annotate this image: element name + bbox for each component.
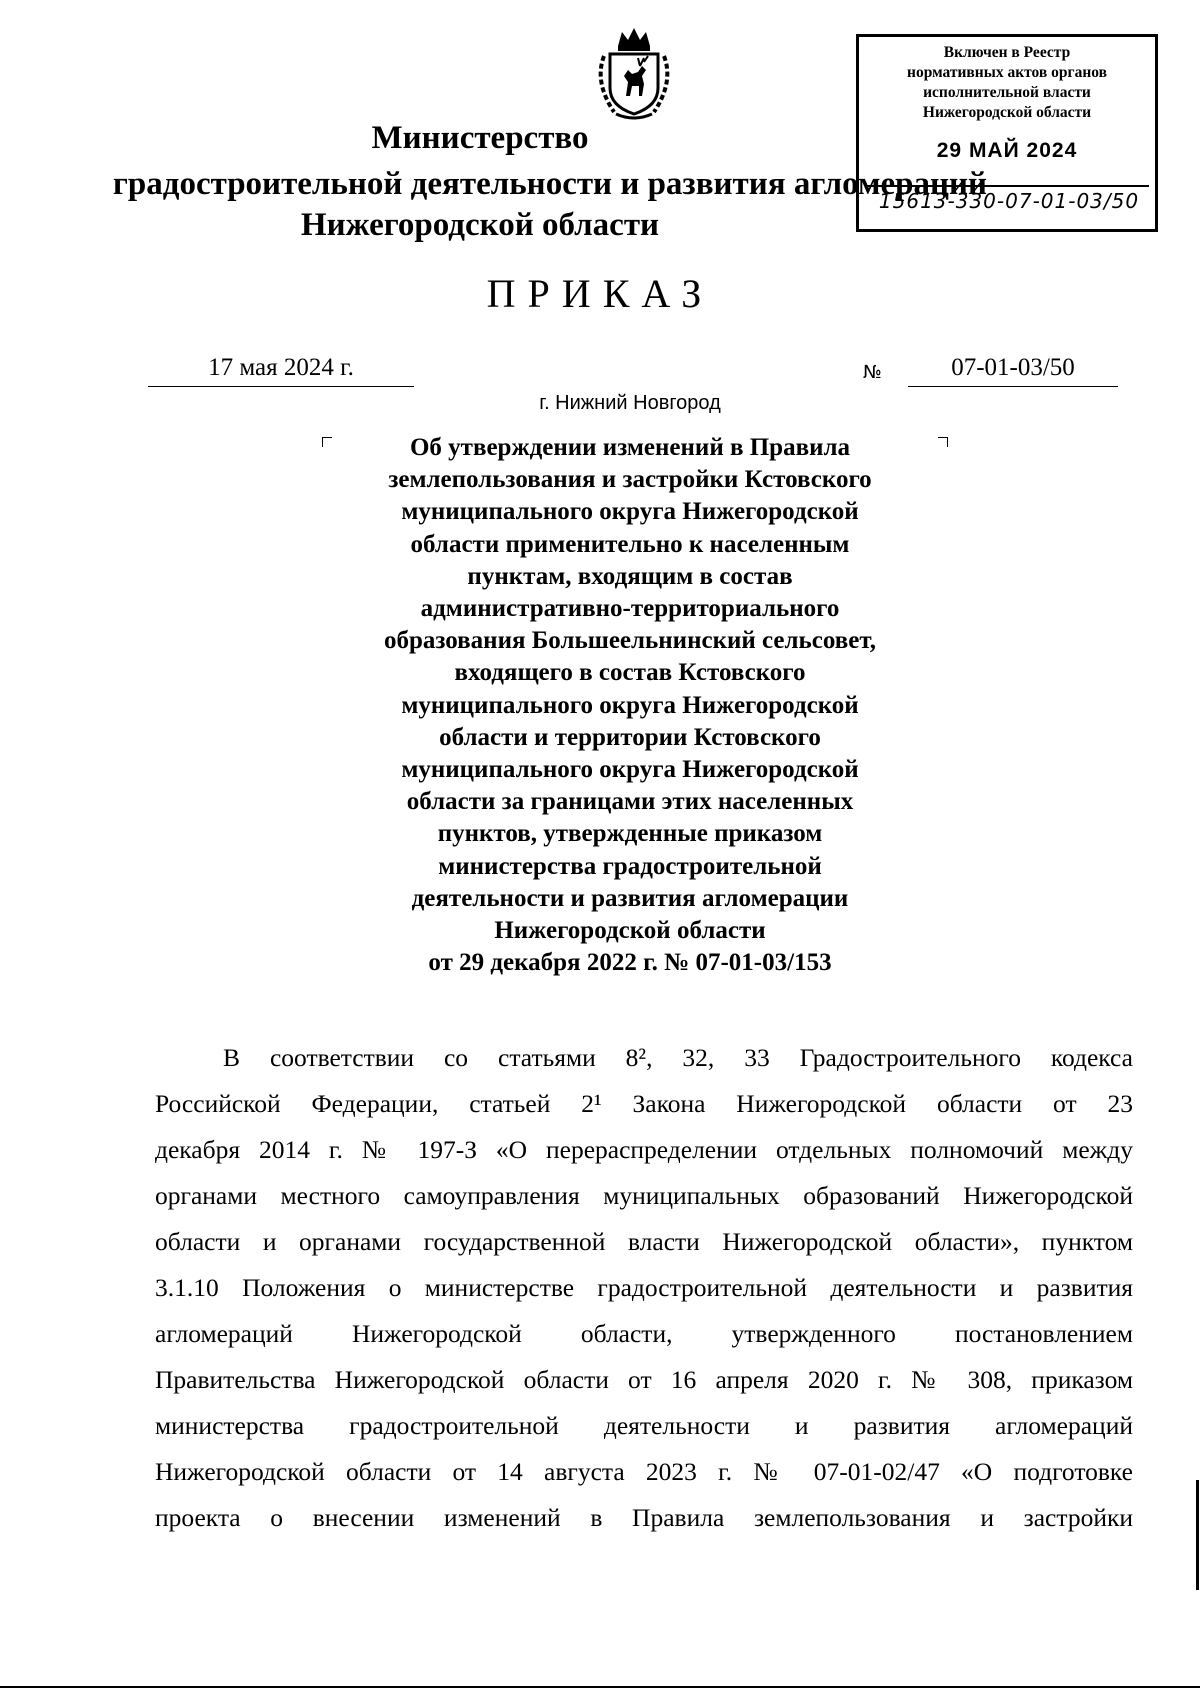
title-line: муниципального округа Нижегородской bbox=[401, 691, 859, 719]
title-line: пунктов, утвержденные приказом bbox=[437, 820, 823, 848]
body-line: Нижегородской области от 14 августа 2023 г. № 07-01-02/47 «О подготовке bbox=[155, 1457, 1133, 1486]
ministry-department-line: градостроительной деятельности и развития агломераций bbox=[112, 166, 988, 202]
body-line: проекта о внесении изменений в Правила землепользования и застройки bbox=[155, 1503, 1133, 1532]
title-line: Об утверждении изменений в Правила bbox=[409, 434, 851, 461]
body-line: 3.1.10 Положения о министерстве градостроительной деятельности и развития bbox=[155, 1273, 1133, 1302]
body-line: области и органами государственной власти Нижегородской области», пунктом bbox=[155, 1227, 1133, 1256]
stamp-date: 29 МАЙ 2024 bbox=[936, 139, 1078, 162]
stamp-line: Нижегородской области bbox=[922, 104, 1092, 121]
ministry-title: Министерство bbox=[371, 120, 589, 156]
title-line: землепользования и застройки Кстовского bbox=[388, 466, 872, 494]
title-line: от 29 декабря 2022 г. № 07-01-03/153 bbox=[428, 949, 832, 977]
title-line: пунктам, входящим в состав bbox=[467, 562, 793, 590]
title-line: входящего в состав Кстовского bbox=[454, 659, 806, 687]
order-body bbox=[155, 1035, 1133, 1541]
title-line: муниципального округа Нижегородской bbox=[401, 756, 859, 784]
title-line: Нижегородской области bbox=[494, 917, 766, 945]
title-line: министерства градостроительной bbox=[438, 852, 822, 880]
title-line: области применительно к населенным bbox=[410, 530, 850, 558]
order-date: 17 мая 2024 г. bbox=[208, 354, 354, 381]
body-line: декабря 2014 г. № 197-З «О перераспределении отдельных полномочий между bbox=[155, 1135, 1133, 1164]
stamp-line: исполнительной власти bbox=[923, 84, 1091, 101]
stamp-line: нормативных актов органов bbox=[907, 64, 1107, 81]
page-bottom-rule bbox=[0, 1686, 1200, 1688]
ministry-region-line: Нижегородской области bbox=[300, 207, 660, 243]
coat-of-arms-icon bbox=[588, 26, 680, 122]
stamp-line: Включен в Реестр bbox=[943, 44, 1071, 61]
body-line: В соответствии со статьями 8², 32, 33 Градостроительного кодекса bbox=[223, 1043, 1133, 1072]
body-line: Российской Федерации, статьей 2¹ Закона Нижегородской области от 23 bbox=[155, 1089, 1133, 1118]
title-line: муниципального округа Нижегородской bbox=[401, 498, 859, 526]
title-line: образования Большеельнинский сельсовет, bbox=[384, 627, 876, 655]
title-line: области за границами этих населенных bbox=[406, 788, 854, 816]
number-underline bbox=[908, 386, 1118, 387]
scan-edge-mark bbox=[1196, 1480, 1199, 1590]
order-title bbox=[300, 432, 960, 979]
body-line: агломераций Нижегородской области, утвержденного постановлением bbox=[155, 1319, 1133, 1348]
body-line: органами местного самоуправления муниципальных образований Нижегородской bbox=[155, 1181, 1133, 1210]
body-line: Правительства Нижегородской области от 16 апреля 2020 г. № 308, приказом bbox=[155, 1365, 1133, 1394]
title-line: области и территории Кстовского bbox=[439, 723, 821, 751]
registry-stamp bbox=[856, 34, 1158, 232]
date-underline bbox=[148, 386, 414, 387]
title-line: деятельности и развития агломерации bbox=[411, 884, 849, 912]
number-sign: № bbox=[863, 362, 882, 383]
city-label: г. Нижний Новгород bbox=[539, 392, 721, 414]
order-number: 07-01-03/50 bbox=[951, 354, 1075, 381]
document-type-heading: ПРИКАЗ bbox=[486, 271, 714, 316]
stamp-registration-number: 15613-330-07-01-03/50 bbox=[878, 189, 1140, 213]
title-line: административно-территориального bbox=[420, 595, 840, 623]
body-line: министерства градостроительной деятельности и развития агломераций bbox=[155, 1411, 1133, 1440]
stamp-divider bbox=[865, 185, 1149, 187]
